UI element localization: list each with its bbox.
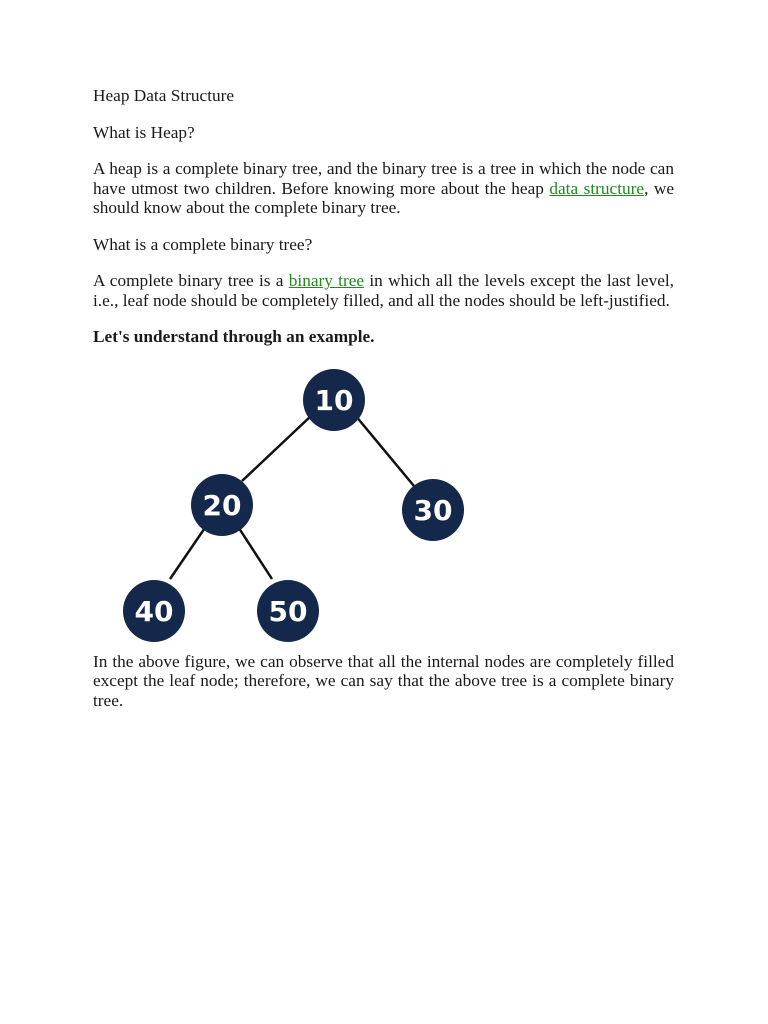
binary-tree-diagram bbox=[0, 362, 768, 652]
question-complete-binary-tree: What is a complete binary tree? bbox=[93, 234, 313, 254]
paragraph-text: A complete binary tree is a bbox=[93, 271, 289, 290]
node-label-root: 10 bbox=[314, 383, 354, 417]
edge-root-left bbox=[242, 415, 312, 481]
tree-node-left-left bbox=[123, 580, 185, 642]
paragraph-text: A heap is a complete binary tree, and the binary tree is a tree in which the node can have utmost two children. Before knowing more about the heap bbox=[93, 159, 674, 198]
heap-definition-paragraph bbox=[93, 159, 674, 218]
tree-node-left-right bbox=[257, 580, 319, 642]
edge-root-right bbox=[355, 415, 414, 486]
paragraph-text: , we should know about the complete binary tree. bbox=[93, 178, 675, 217]
tree-node-root bbox=[303, 369, 365, 431]
document-body bbox=[93, 86, 674, 710]
node-label-left-left: 40 bbox=[134, 594, 174, 628]
paragraph-text: in which all the levels except the last level, i.e., leaf node should be completely filled, and all the nodes should be left-justified. bbox=[93, 271, 675, 310]
complete-binary-tree-paragraph bbox=[93, 271, 674, 310]
page-title: Heap Data Structure bbox=[93, 86, 235, 105]
node-label-left: 20 bbox=[202, 488, 242, 522]
tree-node-left bbox=[191, 474, 253, 536]
tree-node-right bbox=[402, 479, 464, 541]
node-label-left-right: 50 bbox=[268, 594, 308, 628]
example-heading: Let's understand through an example. bbox=[93, 327, 375, 346]
conclusion-paragraph: In the above figure, we can observe that all the internal nodes are completely filled except the leaf node; therefore, we can say that the above tree is a complete binary tree. bbox=[93, 651, 674, 710]
node-label-right: 30 bbox=[413, 493, 453, 527]
question-what-is-heap: What is Heap? bbox=[93, 122, 195, 142]
binary-tree-figure bbox=[0, 362, 768, 652]
data-structure-link[interactable]: data structure bbox=[549, 178, 645, 198]
binary-tree-link[interactable]: binary tree bbox=[288, 271, 365, 290]
